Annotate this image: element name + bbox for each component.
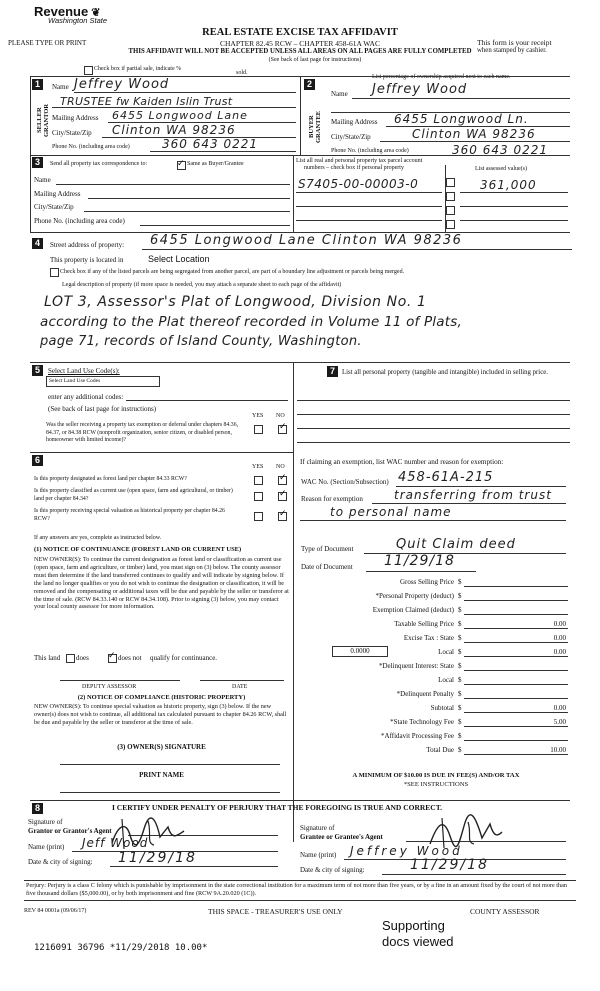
grantor-date[interactable]: 11/29/18: [118, 850, 197, 866]
send-correspondence-label: Send all property tax correspondence to:: [50, 161, 148, 167]
currency-symbol: $: [458, 662, 462, 670]
buyer-mailing-label: Mailing Address: [331, 118, 378, 126]
tax-row-value: 0.00: [553, 704, 566, 712]
buyer-phone[interactable]: 360 643 0221: [452, 143, 548, 157]
s3-mailing-label: Mailing Address: [34, 190, 81, 198]
land-use-select[interactable]: [46, 376, 160, 387]
buyer-name[interactable]: Jeffrey Wood: [372, 82, 468, 97]
tax-row-label: *Personal Property (deduct): [375, 592, 454, 600]
form-revision: REV 84 0001a (09/06/17): [24, 908, 87, 914]
tax-row-label: Total Due: [426, 746, 454, 754]
s6-no-header: NO: [276, 464, 285, 470]
buyer-name-label: Name: [331, 90, 348, 98]
seller-name[interactable]: Jeffrey Wood: [74, 77, 170, 92]
parcel-header-2: numbers – check box if personal property: [304, 165, 404, 171]
segregated-label: Check box if any of the listed parcels are being segregated from another parcel, are part of a boundary line adjustment or parcels being merged.: [60, 269, 405, 275]
historic-question: Is this property receiving special valuation as historical property per chapter 84.26 RCW?: [34, 508, 225, 522]
tax-row-label: *Delinquent Interest: State: [378, 662, 454, 670]
currency-symbol: $: [458, 718, 462, 726]
section-5-number: 5: [32, 365, 43, 376]
current-use-yes-checkbox[interactable]: [254, 492, 263, 501]
currency-symbol: $: [458, 690, 462, 698]
legal-description-label: Legal description of property (if more space is needed, you may attach a separate sheet to each page of the affidavit): [62, 282, 342, 288]
grantor-sig-label-1: Signature of: [28, 818, 63, 826]
does-not-check-icon: ✓: [108, 651, 116, 661]
sold-label: sold.: [236, 70, 248, 76]
buyer-phone-label: Phone No. (including area code): [331, 148, 409, 154]
segregated-checkbox[interactable]: [50, 268, 59, 277]
tax-row-label: *Affidavit Processing Fee: [381, 732, 454, 740]
seller-name-2[interactable]: TRUSTEE fw Kaiden Islin Trust: [60, 95, 233, 108]
compliance-title: (2) NOTICE OF COMPLIANCE (HISTORIC PROPERTY): [77, 694, 246, 701]
grantor-date-label: Date & city of signing:: [28, 858, 93, 866]
currency-symbol: $: [458, 592, 462, 600]
tax-row-label: Gross Selling Price: [399, 578, 454, 586]
land-use-select-value: Select Land Use Codes: [49, 378, 101, 384]
seller-city[interactable]: Clinton WA 98236: [112, 123, 236, 137]
s5-yes-header: YES: [252, 413, 264, 419]
compliance-text: NEW OWNER(S): To continue special valuation as historic property, sign (3) below. If the new owner(s) does not wish to continue, all additional tax calculated pursuant to chapter 84.26 RCW, shall be due and payable by the seller or transferor at the time of sale.: [34, 703, 287, 726]
street-address[interactable]: 6455 Longwood Lane Clinton WA 98236: [150, 233, 463, 248]
does-qualify-checkbox[interactable]: [66, 654, 75, 663]
section-8-number: 8: [32, 803, 43, 814]
tax-row-label: Excise Tax : State: [403, 634, 454, 642]
continuance-title: (1) NOTICE OF CONTINUANCE (FOREST LAND OR CURRENT USE): [34, 546, 242, 553]
this-land-label: This land: [34, 654, 61, 662]
grantor-name-label: Name (print): [28, 843, 65, 851]
grantee-sig-label-2: Grantee or Grantee's Agent: [300, 833, 383, 841]
section-2-number: 2: [304, 79, 315, 90]
located-label: This property is located in: [50, 256, 124, 264]
tax-row-value: 0.00: [553, 620, 566, 628]
street-address-label: Street address of property:: [50, 241, 125, 249]
section-7-number: 7: [327, 366, 338, 377]
see-back-label: (See back of last page for instructions): [48, 405, 157, 413]
does-not-label: does not: [118, 654, 142, 662]
currency-symbol: $: [458, 620, 462, 628]
tax-row-label: Taxable Selling Price: [394, 620, 454, 628]
tax-row-label: Subtotal: [430, 704, 454, 712]
section-4-number: 4: [32, 238, 43, 249]
exemption-wac-header: If claiming an exemption, list WAC number and reason for exemption:: [300, 458, 504, 466]
legal-line-2[interactable]: according to the Plat thereof recorded in Volume 11 of Plats,: [40, 314, 462, 330]
grantee-date[interactable]: 11/29/18: [410, 857, 489, 873]
grantor-name[interactable]: Jeff Wood: [82, 836, 149, 850]
seller-phone[interactable]: 360 643 0221: [162, 137, 258, 151]
same-as-buyer-label: Same as Buyer/Grantee: [187, 161, 244, 167]
exemption-yes-checkbox[interactable]: [254, 425, 263, 434]
legal-line-3[interactable]: page 71, records of Island County, Washington.: [40, 334, 362, 349]
check-mark-icon: ✓: [177, 159, 185, 169]
s6-yes-header: YES: [252, 464, 264, 470]
seller-mailing-label: Mailing Address: [52, 114, 99, 122]
parcel-personal-checkbox-2[interactable]: [446, 192, 455, 201]
grantee-sig-label-1: Signature of: [300, 824, 335, 832]
assessed-value[interactable]: 361,000: [480, 178, 537, 192]
partial-sale-checkbox[interactable]: [84, 66, 93, 75]
seller-side-label: SELLER GRANTOR: [36, 103, 50, 137]
doc-date[interactable]: 11/29/18: [384, 553, 455, 569]
section-3-number: 3: [32, 157, 43, 168]
tax-row-value: 0.00: [553, 648, 566, 656]
grantee-name[interactable]: Jeffrey Wood: [350, 844, 463, 858]
buyer-city-label: City/State/Zip: [331, 133, 371, 141]
receipt-note-2: when stamped by cashier.: [477, 47, 547, 54]
logo: Revenue ❦: [34, 4, 101, 19]
reason-label: Reason for exemption: [301, 495, 363, 503]
treasurer-use-label: THIS SPACE - TREASURER'S USE ONLY: [208, 907, 343, 916]
grantor-sig-label-2: Grantor or Grantor's Agent: [28, 827, 112, 835]
receipt-stamp: 1216091 36796 *11/29/2018 10.00*: [34, 943, 208, 953]
instructions-note: (See back of last page for instructions): [268, 57, 362, 63]
grantee-name-label: Name (print): [300, 851, 337, 859]
reason-line-2[interactable]: to personal name: [330, 505, 452, 519]
supporting-docs-stamp-2: docs viewed: [382, 934, 454, 949]
parcel-personal-checkbox-1[interactable]: [446, 178, 455, 187]
logo-subtitle: Washington State: [48, 16, 108, 25]
currency-symbol: $: [458, 606, 462, 614]
deputy-assessor-label: DEPUTY ASSESSOR: [82, 684, 137, 690]
minimum-note: A MINIMUM OF $10.00 IS DUE IN FEE(S) AND/OR TAX: [352, 772, 520, 779]
does-label: does: [76, 654, 89, 662]
parcel-header-1: List all real and personal property tax parcel account: [296, 158, 423, 164]
s5-no-header: NO: [276, 413, 285, 419]
forest-yes-checkbox[interactable]: [254, 476, 263, 485]
wac-number[interactable]: 458-61A-215: [398, 470, 494, 485]
reason-line-1[interactable]: transferring from trust: [394, 488, 552, 502]
forest-no-check-icon: ✓: [279, 473, 287, 483]
currency-symbol: $: [458, 732, 462, 740]
tax-row-label: Exemption Claimed (deduct): [372, 606, 454, 614]
additional-codes-label: enter any additional codes:: [48, 393, 124, 401]
if-yes-note: If any answers are yes, complete as instructed below.: [34, 535, 162, 541]
doc-date-label: Date of Document: [301, 563, 353, 571]
form-warning: THIS AFFIDAVIT WILL NOT BE ACCEPTED UNLESS ALL AREAS ON ALL PAGES ARE FULLY COMPLETED: [128, 48, 472, 55]
parcel-personal-checkbox-3[interactable]: [446, 206, 455, 215]
local-rate: 0.0000: [350, 647, 370, 655]
supporting-docs-stamp-1: Supporting: [382, 918, 445, 933]
section-6-number: 6: [32, 455, 43, 466]
certify-statement: I CERTIFY UNDER PENALTY OF PERJURY THAT THE FOREGOING IS TRUE AND CORRECT.: [112, 803, 443, 812]
land-use-label: Select Land Use Code(s):: [48, 367, 120, 375]
print-name-label: PRINT NAME: [139, 771, 184, 779]
tax-row-label: Local: [438, 676, 454, 684]
ownership-pct-label: List percentage of ownership acquired next to each name.: [372, 74, 511, 80]
wac-no-label: WAC No. (Section/Subsection): [301, 478, 389, 486]
seller-mailing[interactable]: 6455 Longwood Lane: [112, 109, 248, 122]
owner-signature-label: (3) OWNER(S) SIGNATURE: [117, 743, 206, 751]
currency-symbol: $: [458, 746, 462, 754]
doc-type-label: Type of Document: [301, 545, 354, 553]
tax-row-label: *Delinquent Penalty: [396, 690, 454, 698]
personal-property-label: List all personal property (tangible and intangible) included in selling price.: [342, 369, 548, 376]
tax-row-label: *State Technology Fee: [390, 718, 454, 726]
doc-type[interactable]: Quit Claim deed: [396, 537, 516, 552]
seller-phone-label: Phone No. (including area code): [52, 144, 130, 150]
exemption-no-check-icon: ✓: [279, 422, 287, 432]
historic-no-check-icon: ✓: [279, 509, 287, 519]
assessed-header: List assessed value(s): [475, 166, 527, 172]
currency-symbol: $: [458, 704, 462, 712]
historic-yes-checkbox[interactable]: [254, 512, 263, 521]
buyer-mailing[interactable]: 6455 Longwood Ln.: [394, 112, 529, 126]
currency-symbol: $: [458, 676, 462, 684]
parcel-number[interactable]: S7405-00-00003-0: [298, 177, 419, 191]
form-title: REAL ESTATE EXCISE TAX AFFIDAVIT: [202, 27, 398, 38]
exemption-question: Was the seller receiving a property tax exemption or deferral under chapters 84.36, 84.37, or 84.38 RCW (nonprofit organization, senior citizen, or disabled person, homeowner with limited income)?: [46, 422, 239, 443]
grantee-date-label: Date & city of signing:: [300, 866, 365, 874]
county-assessor-label: COUNTY ASSESSOR: [470, 907, 540, 916]
please-type: PLEASE TYPE OR PRINT: [8, 39, 87, 47]
receipt-note-1: This form is your receipt: [477, 38, 552, 47]
legal-line-1[interactable]: LOT 3, Assessor's Plat of Longwood, Division No. 1: [44, 294, 427, 310]
date-label: DATE: [232, 684, 248, 690]
tax-row-value: 5.00: [553, 718, 566, 726]
perjury-notice: Perjury: Perjury is a class C felony which is punishable by imprisonment in the state correctional institution for a maximum term of not more than five years, or by a fine in an amount fixed by the court of not more than five thousand dollars ($5,000.00), or by both imprisonment and fine (RCW 9A.20.020 (1C)).: [26, 882, 567, 897]
s3-name-label: Name: [34, 176, 51, 184]
seller-city-label: City/State/Zip: [52, 129, 92, 137]
forest-land-question: Is this property designated as forest land per chapter 84.33 RCW?: [34, 476, 187, 482]
buyer-city[interactable]: Clinton WA 98236: [412, 127, 536, 141]
current-use-no-check-icon: ✓: [279, 489, 287, 499]
currency-symbol: $: [458, 648, 462, 656]
currency-symbol: $: [458, 634, 462, 642]
currency-symbol: $: [458, 578, 462, 586]
parcel-personal-checkbox-4[interactable]: [446, 220, 455, 229]
tax-row-value: 0.00: [553, 634, 566, 642]
qualify-label: qualify for continuance.: [150, 654, 218, 662]
buyer-side-label: BUYER GRANTEE: [308, 110, 322, 144]
s3-phone-label: Phone No. (including area code): [34, 217, 125, 225]
section-1-number: 1: [32, 79, 43, 90]
tax-row-label: Local: [438, 648, 454, 656]
see-instructions: *SEE INSTRUCTIONS: [403, 781, 469, 788]
current-use-question: Is this property classified as current use (open space, farm and agricultural, or timber) land per chapter 84.34?: [34, 488, 233, 502]
tax-table: [296, 578, 576, 758]
location-select[interactable]: Select Location: [148, 254, 210, 264]
local-rate-box[interactable]: [332, 646, 388, 657]
partial-sale-label: Check box if partial sale, indicate %: [94, 66, 182, 72]
seller-name-label: Name: [52, 83, 69, 91]
tax-row-value: 10.00: [550, 746, 566, 754]
s3-city-label: City/State/Zip: [34, 203, 74, 211]
continuance-text: NEW OWNER(S): To continue the current designation as forest land or classification as current use (open space, farm and agriculture, or timber) land, you must sign on (3) below. The county assessor must then determine if the land transferred continues to qualify and will indicate by signing below. If the land no longer qualifies or you do not wish to continue the designation or classification, it will be removed and the compensating or additional taxes will be due and payable by the seller or transferor at the time of sale. (RCW 84.33.140 or RCW 84.34.108). Prior to signing (3) below, you may contact your local county assessor for more information.: [34, 556, 289, 611]
form-chapter: CHAPTER 82.45 RCW – CHAPTER 458-61A WAC: [220, 39, 380, 48]
